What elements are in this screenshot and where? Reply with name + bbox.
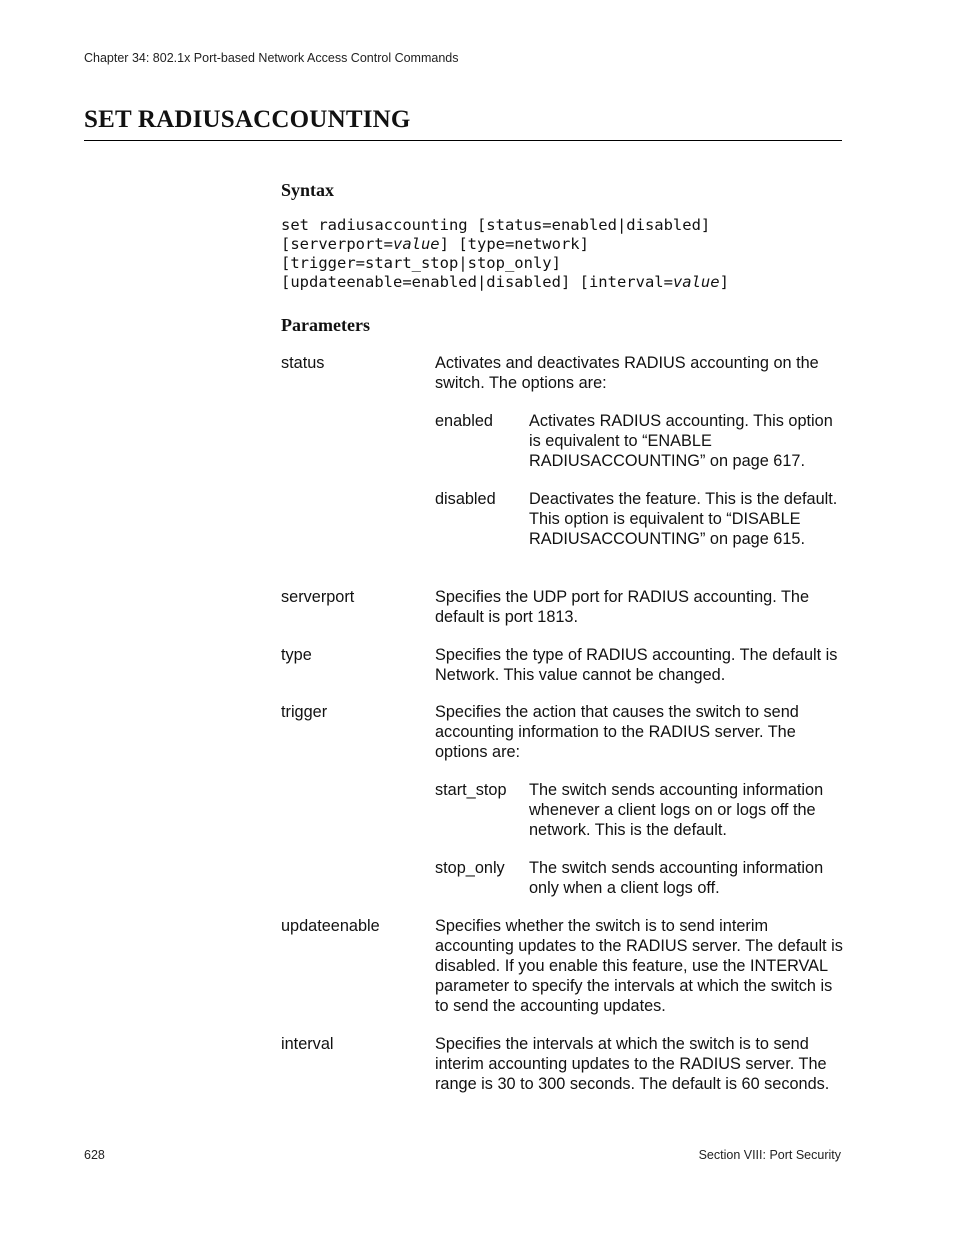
footer-section: Section VIII: Port Security (698, 1148, 841, 1162)
param-status-name: status (281, 354, 325, 372)
param-interval-desc: Specifies the intervals at which the switch is to send interim accounting updates to the RADIUS server. The range is 30 to 300 seconds. The default is 60 seconds. (435, 1035, 830, 1093)
param-trigger-desc: Specifies the action that causes the switch to send accounting information to the RADIUS server. The options are: (435, 703, 799, 761)
option-stop-only-name: stop_only (435, 859, 505, 877)
syntax-line-3: [trigger=start_stop|stop_only] (281, 254, 561, 272)
syntax-line-4-value: value (672, 273, 720, 291)
syntax-block (281, 216, 729, 292)
param-trigger-name: trigger (281, 703, 328, 721)
running-head: Chapter 34: 802.1x Port-based Network Access Control Commands (84, 51, 459, 65)
option-disabled-desc: Deactivates the feature. This is the default. This option is equivalent to “DISABLE RADIUSACCOUNTING” on page 615. (529, 490, 838, 548)
page-number: 628 (84, 1148, 105, 1162)
option-stop-only-desc: The switch sends accounting information only when a client logs off. (529, 859, 824, 897)
param-serverport-desc: Specifies the UDP port for RADIUS accounting. The default is port 1813. (435, 588, 810, 626)
syntax-line-1: set radiusaccounting [status=enabled|disabled] (281, 216, 711, 234)
page-title: SET RADIUSACCOUNTING (84, 106, 411, 133)
syntax-line-2-value: value (392, 235, 440, 253)
option-disabled-name: disabled (435, 490, 496, 508)
param-status-desc: Activates and deactivates RADIUS accounting on the switch. The options are: (435, 354, 819, 392)
syntax-heading: Syntax (281, 180, 335, 200)
option-start-stop-name: start_stop (435, 781, 507, 799)
syntax-line-2c: ] [type=network] (439, 235, 589, 253)
syntax-line-4a: [updateenable=enabled|disabled] [interval= (281, 273, 673, 291)
option-enabled-name: enabled (435, 412, 493, 430)
syntax-line-4c: ] (719, 273, 729, 291)
param-interval-name: interval (281, 1035, 334, 1053)
syntax-line-2a: [serverport= (281, 235, 393, 253)
option-start-stop-desc: The switch sends accounting information whenever a client logs on or logs off the network. This is the default. (529, 781, 824, 839)
param-type-desc: Specifies the type of RADIUS accounting. The default is Network. This value cannot be changed. (435, 646, 838, 684)
title-rule (84, 140, 842, 141)
parameters-heading: Parameters (281, 315, 370, 335)
option-enabled-desc: Activates RADIUS accounting. This option is equivalent to “ENABLE RADIUSACCOUNTING” on page 617. (529, 412, 833, 470)
param-type-name: type (281, 646, 312, 664)
param-serverport-name: serverport (281, 588, 355, 606)
param-updateenable-name: updateenable (281, 917, 380, 935)
param-updateenable-desc: Specifies whether the switch is to send interim accounting updates to the RADIUS server. The default is disabled. If you enable this feature, use the INTERVAL parameter to specify the intervals at which the switch is to send the accounting updates. (435, 917, 843, 1015)
